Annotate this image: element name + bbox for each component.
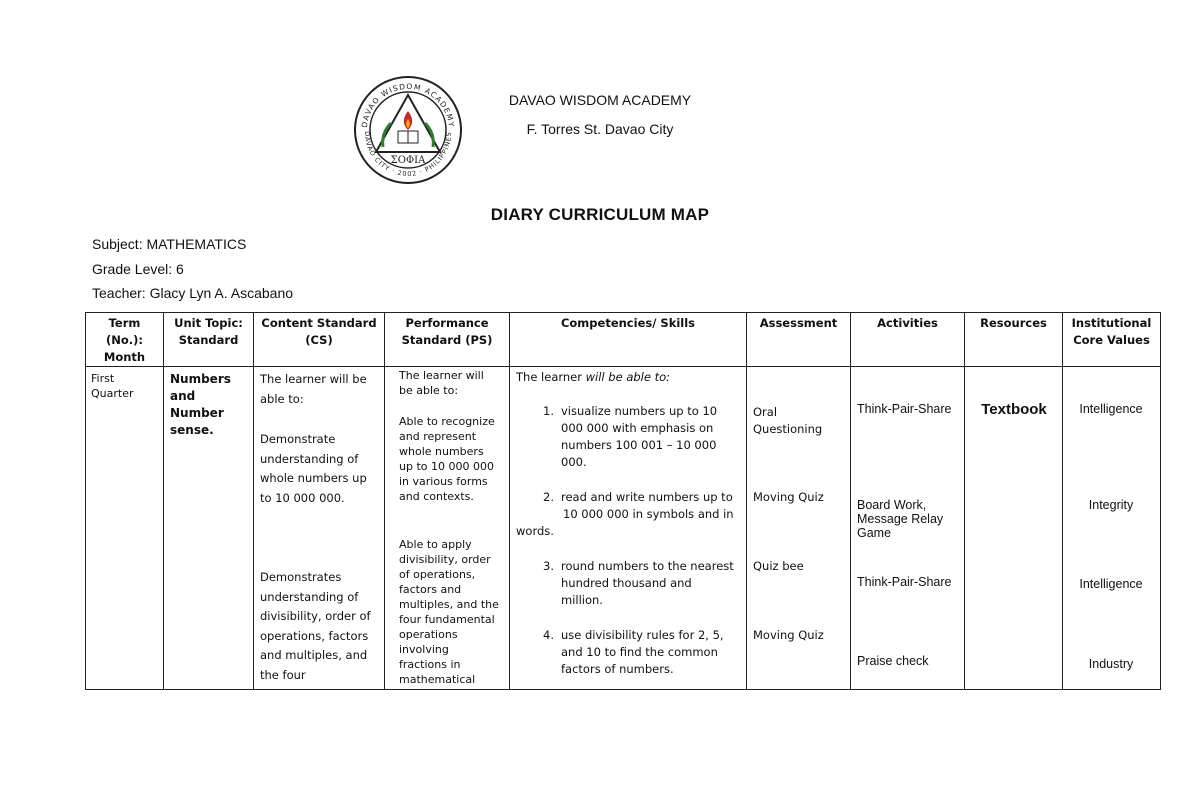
header-resources: Resources	[965, 313, 1063, 367]
header-assessment: Assessment	[747, 313, 851, 367]
svg-text:ΣΟΦΙΑ: ΣΟΦΙΑ	[390, 155, 426, 166]
teacher-line: Teacher: Glacy Lyn A. Ascabano	[92, 285, 294, 301]
subject-line: Subject: MATHEMATICS	[92, 236, 247, 252]
school-name: DAVAO WISDOM ACADEMY	[508, 92, 692, 108]
table-row	[86, 367, 1161, 690]
cell-core-values	[1063, 367, 1161, 690]
header-term: Term (No.): Month	[86, 313, 164, 367]
activity-item: Think-Pair-Share	[857, 402, 952, 416]
activity-item: Think-Pair-Share	[857, 575, 952, 589]
cell-activities	[851, 367, 965, 690]
assessment-item: Oral Questioning	[753, 405, 823, 436]
svg-text:DAVAO WISDOM ACADEMY: DAVAO WISDOM ACADEMY	[359, 81, 456, 129]
core-value-item: Intelligence	[1079, 577, 1143, 591]
cell-resources	[965, 367, 1063, 690]
header-competencies: Competencies/ Skills	[510, 313, 747, 367]
table-header-row	[86, 313, 1161, 367]
header-core-values: Institutional Core Values	[1063, 313, 1161, 367]
header-unit-topic: Unit Topic: Standard	[164, 313, 254, 367]
competency-item: 1. visualize numbers up to 10 000 000 with emphasis on numbers 100 001 – 10 000 000.	[543, 404, 718, 469]
resource-textbook: Textbook	[981, 401, 1047, 418]
grade-level-line: Grade Level: 6	[92, 261, 184, 277]
assessment-item: Moving Quiz	[753, 628, 824, 642]
svg-text:DAVAO CITY · 2002 · PHILIPPINE: DAVAO CITY · 2002 · PHILIPPINES	[362, 131, 454, 179]
cell-performance-standard: The learner will be able to: Able to recognize and represent whole numbers up to 10 000 000 in various forms and contexts. Able to apply divisibility, order of operations, factors and multiples, and the four fundamental operations involving fractions in mathematical	[385, 367, 510, 690]
assessment-item: Moving Quiz	[753, 490, 824, 504]
header-content-standard: Content Standard (CS)	[254, 313, 385, 367]
competencies-intro: The learner will be able to:	[516, 370, 671, 384]
cell-content-standard: The learner will be able to: Demonstrate understanding of whole numbers up to 10 000 000. Demonstrates understanding of divisibility, order of operations, factors and multiples, and the four	[254, 367, 385, 690]
school-seal-logo	[353, 75, 463, 185]
cell-unit-topic: Numbers and Number sense.	[164, 367, 254, 690]
assessment-item: Quiz bee	[753, 559, 804, 573]
cell-term: First Quarter	[86, 367, 164, 690]
activity-item: Board Work, Message Relay Game	[857, 498, 944, 540]
cell-competencies	[510, 367, 747, 690]
competency-item: 2. read and write numbers up to 10 000 000 in symbols and in words.	[516, 490, 734, 538]
activity-item: Praise check	[857, 654, 929, 668]
document-title: DIARY CURRICULUM MAP	[490, 205, 710, 224]
competency-item: 4. use divisibility rules for 2, 5, and 10 to find the common factors of numbers.	[543, 628, 724, 676]
core-value-item: Industry	[1088, 657, 1134, 671]
core-value-item: Intelligence	[1079, 402, 1143, 416]
curriculum-map-table	[85, 312, 1161, 690]
cell-assessment	[747, 367, 851, 690]
core-value-item: Integrity	[1088, 498, 1134, 512]
header-activities: Activities	[851, 313, 965, 367]
school-address: F. Torres St. Davao City	[526, 121, 674, 137]
header-performance-standard: Performance Standard (PS)	[385, 313, 510, 367]
competency-item: 3. round numbers to the nearest hundred thousand and million.	[543, 559, 734, 607]
